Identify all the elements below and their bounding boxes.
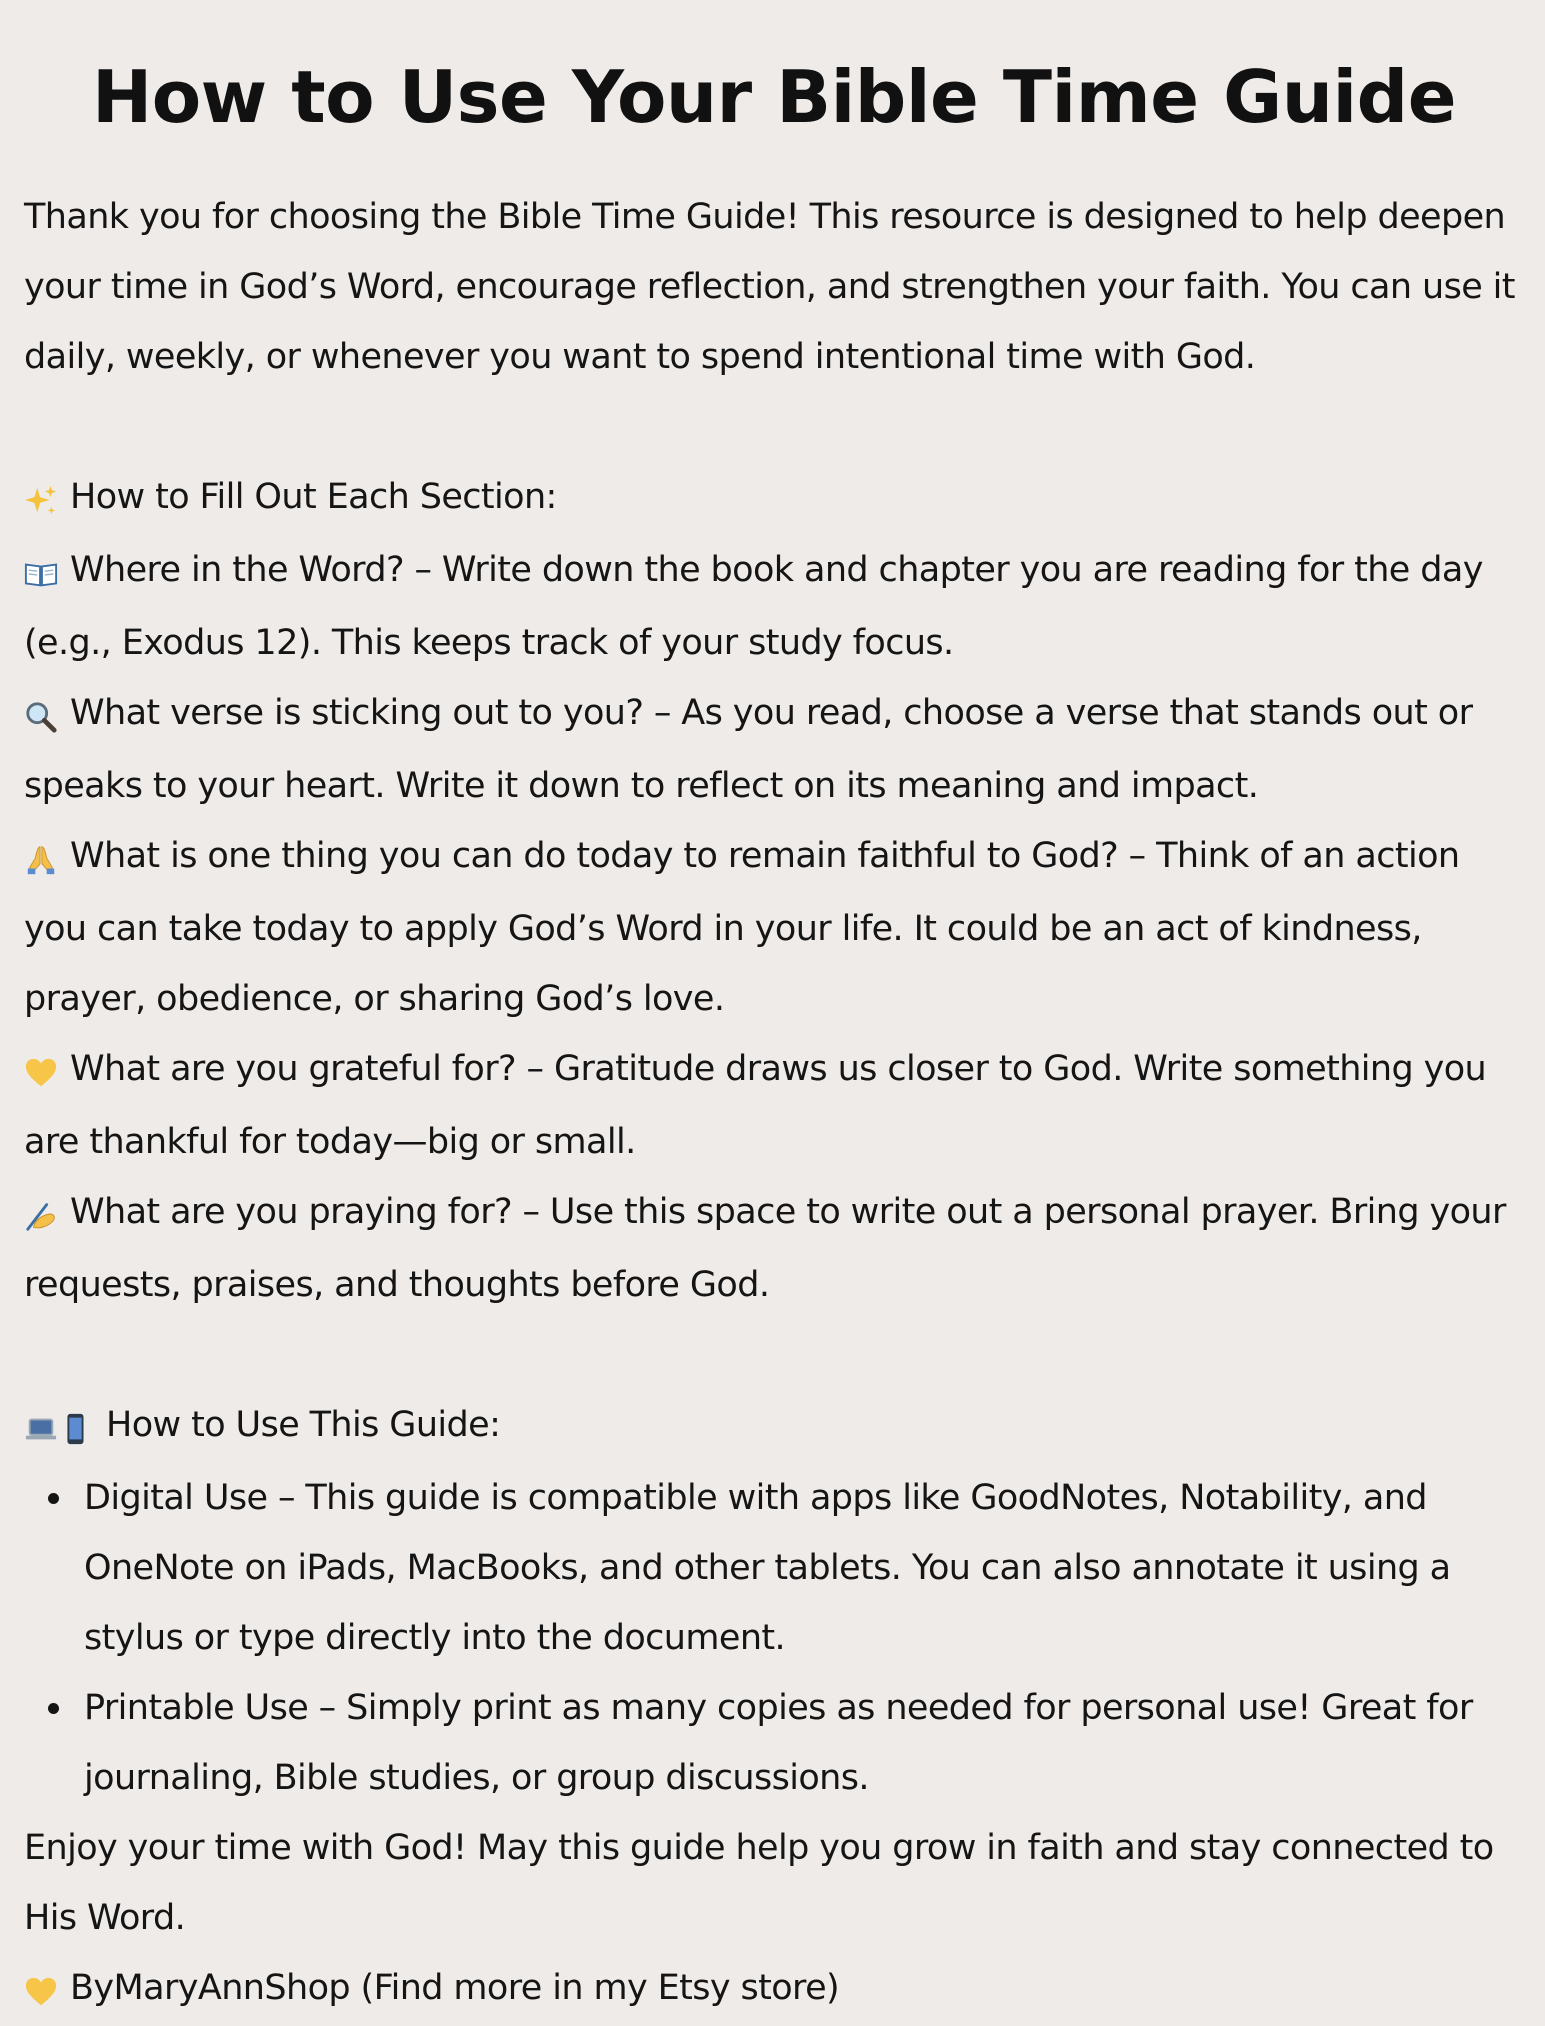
section-verse (24, 678, 1524, 821)
section-text: What is one thing you can do today to remain faithful to God? – Think of an action you can take today to apply God’s Word in your life. It could be an act of kindness, prayer, obedience, or sharing God’s love. (24, 836, 1460, 1019)
list-item-text: Printable Use – Simply print as many copies as needed for personal use! Great for journaling, Bible studies, or group discussions. (84, 1688, 1473, 1798)
section-grateful (24, 1034, 1524, 1177)
use-heading-text: How to Use This Guide: (106, 1405, 501, 1445)
section-where-in-word (24, 535, 1524, 678)
list-item (24, 1463, 1524, 1673)
intro-paragraph: Thank you for choosing the Bible Time Guide! This resource is designed to help deepen your time in God’s Word, encourage reflection, and strengthen your faith. You can use it daily, weekly, or whenever you want to spend intentional time with God. (24, 197, 1515, 377)
open-book-icon (24, 538, 60, 608)
laptop-icon (24, 1412, 58, 1446)
yellow-heart-icon (24, 1956, 60, 2026)
sparkles-icon (24, 465, 60, 535)
magnifying-glass-icon (24, 681, 60, 751)
list-item (24, 1673, 1524, 1813)
writing-hand-icon (24, 1180, 60, 1250)
device-icons (24, 1393, 96, 1463)
bullet (48, 1493, 59, 1504)
yellow-heart-icon (24, 1037, 60, 1107)
spacer (24, 1320, 1524, 1390)
praying-hands-icon (24, 824, 60, 894)
closing-paragraph: Enjoy your time with God! May this guide help you grow in faith and stay connected to His Word. (24, 1828, 1494, 1938)
section-text: What verse is sticking out to you? – As you read, choose a verse that stands out or speaks to your heart. Write it down to reflect on its meaning and impact. (24, 693, 1473, 806)
bullet (48, 1703, 59, 1714)
sections-heading (24, 462, 1524, 535)
section-text: What are you grateful for? – Gratitude draws us closer to God. Write something you are thankful for today—big or small. (24, 1049, 1487, 1162)
use-heading (24, 1390, 1524, 1463)
page-title: How to Use Your Bible Time Guide (91, 55, 1457, 139)
signature (24, 1953, 1524, 2026)
usage-list (24, 1463, 1524, 1813)
guide-page (24, 0, 1524, 2026)
section-faithful (24, 821, 1524, 1034)
list-item-text: Digital Use – This guide is compatible with apps like GoodNotes, Notability, and OneNote on iPads, MacBooks, and other tablets. You can also annotate it using a stylus or type directly into the document. (84, 1478, 1451, 1658)
section-text: Where in the Word? – Write down the book and chapter you are reading for the day (e.g., Exodus 12). This keeps track of your study focus. (24, 550, 1483, 663)
sections-heading-text: How to Fill Out Each Section: (70, 477, 557, 517)
signature-text: ByMaryAnnShop (Find more in my Etsy store) (70, 1968, 840, 2008)
section-text: What are you praying for? – Use this space to write out a personal prayer. Bring your requests, praises, and thoughts before God. (24, 1192, 1506, 1305)
mobile-phone-icon (58, 1412, 92, 1446)
spacer (24, 392, 1524, 462)
section-praying (24, 1177, 1524, 1320)
